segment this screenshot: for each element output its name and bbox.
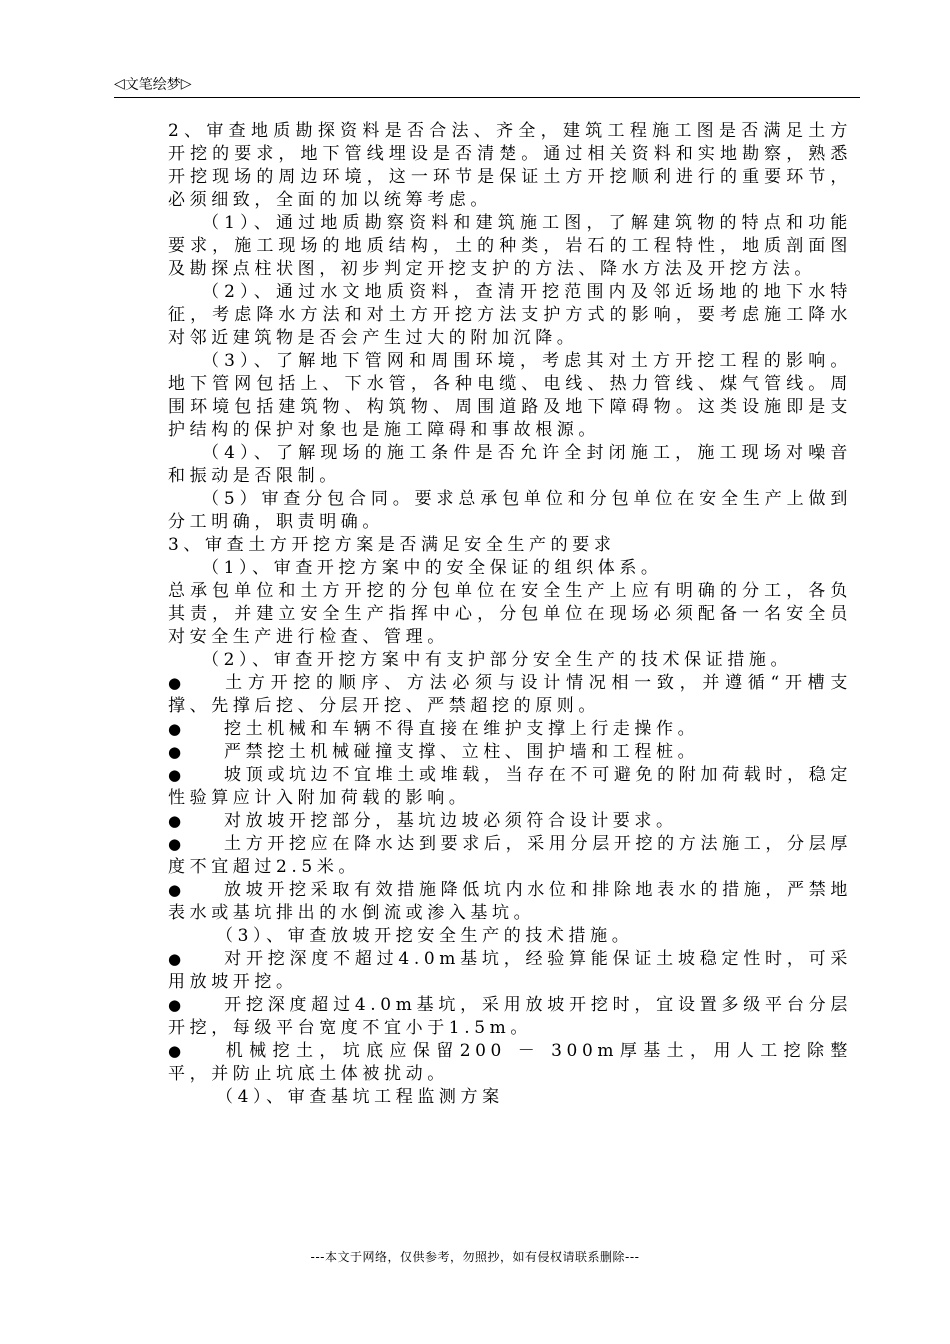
list-item — [168, 741, 852, 764]
paragraph-2-5: （5）审查分包合同。要求总承包单位和分包单位在安全生产上做到分工明确，职责明确。 — [168, 489, 852, 532]
list-item — [168, 672, 852, 718]
left-triangle-icon: ◁ — [114, 76, 125, 92]
bullet-icon: ● — [168, 950, 186, 968]
bullet-text: 坡顶或坑边不宜堆土或堆载，当存在不可避免的附加荷载时，稳定性验算应计入附加荷载的影响。 — [168, 765, 852, 808]
bullet-icon: ● — [168, 835, 186, 853]
bullet-text: 开挖深度超过4.0m基坑，采用放坡开挖时，宜设置多级平台分层开挖，每级平台宽度不宜小于1.5m。 — [168, 995, 852, 1038]
list-item — [168, 1040, 852, 1086]
bullet-icon: ● — [168, 812, 186, 830]
header-divider — [114, 97, 860, 98]
list-item — [168, 879, 852, 925]
page-footer: ---本文于网络，仅供参考，勿照抄，如有侵权请联系删除--- — [310, 1250, 640, 1264]
paragraph-2-4: （4）、了解现场的施工条件是否允许全封闭施工，施工现场对噪音和振动是否限制。 — [168, 443, 852, 486]
paragraph-3: 3、审查土方开挖方案是否满足安全生产的要求 — [168, 535, 616, 555]
list-item — [168, 833, 852, 879]
right-triangle-icon: ▷ — [180, 76, 192, 92]
paragraph-2-3: （3）、了解地下管网和周围环境，考虑其对土方开挖工程的影响。地下管网包括上、下水管，各种电缆、电线、热力管线、煤气管线。周围环境包括建筑物、构筑物、周围道路及地下障碍物。这类设施即是支护结构的保护对象也是施工障碍和事故根源。 — [168, 351, 852, 440]
bullet-icon: ● — [168, 1042, 186, 1060]
bullet-text: 对放坡开挖部分，基坑边坡必须符合设计要求。 — [224, 811, 678, 831]
bullet-text: 土方开挖的顺序、方法必须与设计情况相一致，并遵循“开槽支撑、先撑后挖、分层开挖、严禁超挖的原则。 — [168, 673, 852, 716]
paragraph-3-4: （4）、审查基坑工程监测方案 — [216, 1087, 504, 1107]
header-title: 文笔绘梦 — [124, 77, 181, 93]
bullet-text: 严禁挖土机械碰撞支撑、立柱、围护墙和工程桩。 — [224, 742, 700, 762]
paragraph-3-1: （1）、审查开挖方案中的安全保证的组织体系。 — [202, 558, 663, 578]
bullet-icon: ● — [168, 766, 186, 784]
document-body — [168, 120, 852, 1109]
bullet-icon: ● — [168, 720, 186, 738]
bullet-text: 土方开挖应在降水达到要求后，采用分层开挖的方法施工，分层厚度不宜超过2.5米。 — [168, 834, 852, 877]
bullet-icon: ● — [168, 743, 186, 761]
paragraph-2-2: （2）、通过水文地质资料，查清开挖范围内及邻近场地的地下水特征，考虑降水方法和对土方开挖方法支护方式的影响，要考虑施工降水对邻近建筑物是否会产生过大的附加沉降。 — [168, 282, 852, 348]
bullet-text: 机械挖土，坑底应保留200 － 300m厚基土，用人工挖除整平，并防止坑底土体被扰动。 — [168, 1041, 852, 1084]
page-header — [114, 74, 192, 94]
paragraph-2-1: （1）、通过地质勘察资料和建筑施工图，了解建筑物的特点和功能要求，施工现场的地质结构，土的种类，岩石的工程特性，地质剖面图及勘探点柱状图，初步判定开挖支护的方法、降水方法及开挖方法。 — [168, 213, 852, 279]
bullet-icon: ● — [168, 881, 186, 899]
bullet-icon: ● — [168, 674, 186, 692]
paragraph-3-1-body: 总承包单位和土方开挖的分包单位在安全生产上应有明确的分工，各负其责，并建立安全生产指挥中心，分包单位在现场必须配备一名安全员对安全生产进行检查、管理。 — [168, 581, 852, 647]
list-item — [168, 810, 852, 833]
list-item — [168, 948, 852, 994]
list-item — [168, 994, 852, 1040]
bullet-icon: ● — [168, 996, 186, 1014]
list-item — [168, 718, 852, 741]
bullet-text: 放坡开挖采取有效措施降低坑内水位和排除地表水的措施，严禁地表水或基坑排出的水倒流或渗入基坑。 — [168, 880, 852, 923]
bullet-text: 挖土机械和车辆不得直接在维护支撑上行走操作。 — [224, 719, 700, 739]
paragraph-2: 2、审查地质勘探资料是否合法、齐全，建筑工程施工图是否满足土方开挖的要求，地下管线埋设是否清楚。通过相关资料和实地勘察，熟悉开挖现场的周边环境，这一环节是保证土方开挖顺利进行的重要环节，必须细致，全面的加以统筹考虑。 — [168, 121, 852, 210]
bullet-text: 对开挖深度不超过4.0m基坑，经验算能保证土坡稳定性时，可采用放坡开挖。 — [168, 949, 852, 992]
paragraph-3-2: （2）、审查开挖方案中有支护部分安全生产的技术保证措施。 — [202, 650, 793, 670]
paragraph-3-3: （3）、审查放坡开挖安全生产的技术措施。 — [216, 926, 634, 946]
list-item — [168, 764, 852, 810]
